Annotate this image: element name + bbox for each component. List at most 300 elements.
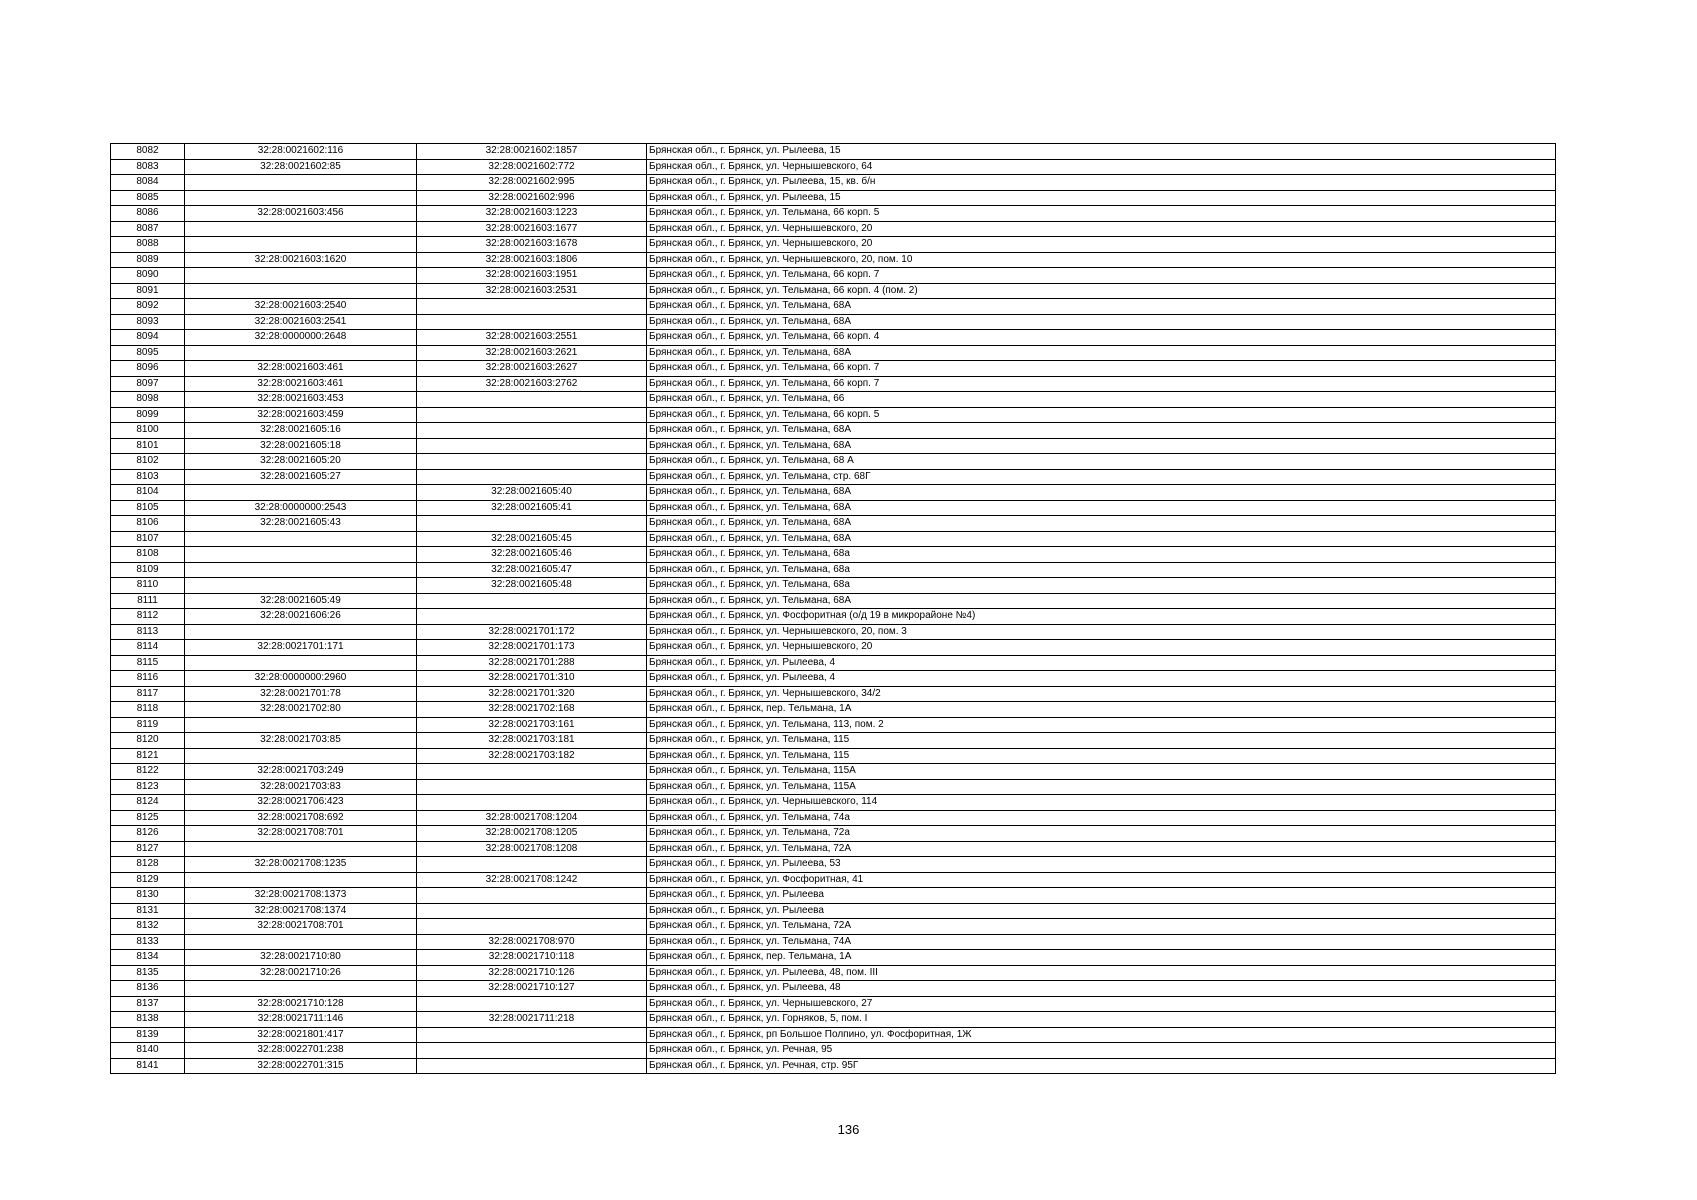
table-row — [111, 1012, 1556, 1028]
parcel-number-cell: 32:28:0021702:80 — [185, 702, 417, 718]
row-number-cell: 8131 — [111, 903, 185, 919]
row-number-cell: 8140 — [111, 1043, 185, 1059]
parcel-number-cell: 32:28:0021710:80 — [185, 950, 417, 966]
address-cell: Брянская обл., г. Брянск, ул. Горняков, 5, пом. I — [647, 1012, 1556, 1028]
table-row — [111, 1027, 1556, 1043]
row-number-cell: 8135 — [111, 965, 185, 981]
building-number-cell — [417, 779, 647, 795]
building-number-cell: 32:28:0021703:181 — [417, 733, 647, 749]
building-number-cell: 32:28:0021603:2762 — [417, 376, 647, 392]
table-row — [111, 221, 1556, 237]
building-number-cell: 32:28:0021710:127 — [417, 981, 647, 997]
building-number-cell — [417, 407, 647, 423]
address-cell: Брянская обл., г. Брянск, ул. Тельмана, 74а — [647, 810, 1556, 826]
parcel-number-cell — [185, 934, 417, 950]
address-cell: Брянская обл., г. Брянск, ул. Рылеева, 15, кв. б/н — [647, 175, 1556, 191]
parcel-number-cell — [185, 175, 417, 191]
parcel-number-cell: 32:28:0021602:85 — [185, 159, 417, 175]
row-number-cell: 8119 — [111, 717, 185, 733]
table-row — [111, 686, 1556, 702]
registry-table — [110, 143, 1556, 1074]
row-number-cell: 8115 — [111, 655, 185, 671]
row-number-cell: 8109 — [111, 562, 185, 578]
table-row — [111, 655, 1556, 671]
parcel-number-cell — [185, 345, 417, 361]
building-number-cell: 32:28:0021702:168 — [417, 702, 647, 718]
table-row — [111, 764, 1556, 780]
address-cell: Брянская обл., г. Брянск, ул. Тельмана, 72А — [647, 841, 1556, 857]
table-row — [111, 671, 1556, 687]
building-number-cell — [417, 469, 647, 485]
table-row — [111, 500, 1556, 516]
table-row — [111, 516, 1556, 532]
table-row — [111, 795, 1556, 811]
parcel-number-cell — [185, 283, 417, 299]
building-number-cell: 32:28:0021708:970 — [417, 934, 647, 950]
parcel-number-cell: 32:28:0021708:1374 — [185, 903, 417, 919]
table-row — [111, 934, 1556, 950]
table-row — [111, 376, 1556, 392]
parcel-number-cell: 32:28:0021603:453 — [185, 392, 417, 408]
table-row — [111, 841, 1556, 857]
address-cell: Брянская обл., г. Брянск, ул. Тельмана, 115 — [647, 748, 1556, 764]
table-row — [111, 640, 1556, 656]
parcel-number-cell — [185, 655, 417, 671]
parcel-number-cell — [185, 221, 417, 237]
parcel-number-cell: 32:28:0021605:43 — [185, 516, 417, 532]
parcel-number-cell: 32:28:0021603:2541 — [185, 314, 417, 330]
table-row — [111, 190, 1556, 206]
row-number-cell: 8108 — [111, 547, 185, 563]
parcel-number-cell: 32:28:0021603:2540 — [185, 299, 417, 315]
parcel-number-cell: 32:28:0021708:1373 — [185, 888, 417, 904]
address-cell: Брянская обл., г. Брянск, ул. Чернышевского, 20, пом. 10 — [647, 252, 1556, 268]
parcel-number-cell: 32:28:0021603:461 — [185, 376, 417, 392]
row-number-cell: 8096 — [111, 361, 185, 377]
table-row — [111, 733, 1556, 749]
row-number-cell: 8123 — [111, 779, 185, 795]
building-number-cell: 32:28:0021605:45 — [417, 531, 647, 547]
table-row — [111, 872, 1556, 888]
table-row — [111, 965, 1556, 981]
parcel-number-cell — [185, 624, 417, 640]
building-number-cell — [417, 314, 647, 330]
row-number-cell: 8129 — [111, 872, 185, 888]
parcel-number-cell — [185, 748, 417, 764]
table-row — [111, 268, 1556, 284]
row-number-cell: 8106 — [111, 516, 185, 532]
building-number-cell — [417, 299, 647, 315]
parcel-number-cell: 32:28:0021706:423 — [185, 795, 417, 811]
row-number-cell: 8100 — [111, 423, 185, 439]
building-number-cell: 32:28:0021711:218 — [417, 1012, 647, 1028]
address-cell: Брянская обл., г. Брянск, ул. Рылеева, 53 — [647, 857, 1556, 873]
building-number-cell: 32:28:0021603:2531 — [417, 283, 647, 299]
table-row — [111, 578, 1556, 594]
row-number-cell: 8099 — [111, 407, 185, 423]
parcel-number-cell: 32:28:0021708:1235 — [185, 857, 417, 873]
building-number-cell: 32:28:0021605:40 — [417, 485, 647, 501]
address-cell: Брянская обл., г. Брянск, ул. Тельмана, 68А — [647, 516, 1556, 532]
address-cell: Брянская обл., г. Брянск, ул. Чернышевского, 114 — [647, 795, 1556, 811]
table-row — [111, 609, 1556, 625]
address-cell: Брянская обл., г. Брянск, ул. Тельмана, стр. 68Г — [647, 469, 1556, 485]
address-cell: Брянская обл., г. Брянск, ул. Тельмана, 66 корп. 5 — [647, 407, 1556, 423]
building-number-cell — [417, 795, 647, 811]
row-number-cell: 8107 — [111, 531, 185, 547]
table-row — [111, 593, 1556, 609]
table-row — [111, 857, 1556, 873]
address-cell: Брянская обл., г. Брянск, ул. Тельмана, 115 — [647, 733, 1556, 749]
row-number-cell: 8118 — [111, 702, 185, 718]
table-row — [111, 485, 1556, 501]
table-row — [111, 407, 1556, 423]
row-number-cell: 8141 — [111, 1058, 185, 1074]
address-cell: Брянская обл., г. Брянск, ул. Фосфоритная (о/д 19 в микрорайоне №4) — [647, 609, 1556, 625]
building-number-cell: 32:28:0021603:1223 — [417, 206, 647, 222]
building-number-cell — [417, 392, 647, 408]
row-number-cell: 8121 — [111, 748, 185, 764]
address-cell: Брянская обл., г. Брянск, ул. Тельмана, 68а — [647, 562, 1556, 578]
table-row — [111, 299, 1556, 315]
table-row — [111, 330, 1556, 346]
table-row — [111, 888, 1556, 904]
row-number-cell: 8089 — [111, 252, 185, 268]
row-number-cell: 8133 — [111, 934, 185, 950]
address-cell: Брянская обл., г. Брянск, ул. Тельмана, 66 корп. 5 — [647, 206, 1556, 222]
table-row — [111, 562, 1556, 578]
building-number-cell — [417, 857, 647, 873]
parcel-number-cell: 32:28:0021606:26 — [185, 609, 417, 625]
building-number-cell: 32:28:0021708:1204 — [417, 810, 647, 826]
building-number-cell — [417, 516, 647, 532]
building-number-cell: 32:28:0021603:2551 — [417, 330, 647, 346]
building-number-cell: 32:28:0021605:47 — [417, 562, 647, 578]
row-number-cell: 8136 — [111, 981, 185, 997]
address-cell: Брянская обл., г. Брянск, ул. Тельмана, 68а — [647, 578, 1556, 594]
address-cell: Брянская обл., г. Брянск, ул. Тельмана, 68А — [647, 531, 1556, 547]
row-number-cell: 8126 — [111, 826, 185, 842]
table-row — [111, 826, 1556, 842]
row-number-cell: 8094 — [111, 330, 185, 346]
building-number-cell: 32:28:0021710:126 — [417, 965, 647, 981]
row-number-cell: 8091 — [111, 283, 185, 299]
address-cell: Брянская обл., г. Брянск, ул. Тельмана, 68А — [647, 423, 1556, 439]
row-number-cell: 8095 — [111, 345, 185, 361]
address-cell: Брянская обл., г. Брянск, ул. Тельмана, 74А — [647, 934, 1556, 950]
address-cell: Брянская обл., г. Брянск, ул. Тельмана, 66 корп. 7 — [647, 361, 1556, 377]
table-row — [111, 438, 1556, 454]
address-cell: Брянская обл., г. Брянск, ул. Рылеева — [647, 888, 1556, 904]
parcel-number-cell: 32:28:0021605:18 — [185, 438, 417, 454]
building-number-cell: 32:28:0021710:118 — [417, 950, 647, 966]
parcel-number-cell: 32:28:0021801:417 — [185, 1027, 417, 1043]
building-number-cell: 32:28:0021703:182 — [417, 748, 647, 764]
row-number-cell: 8102 — [111, 454, 185, 470]
registry-table-body — [111, 144, 1556, 1074]
table-row — [111, 423, 1556, 439]
building-number-cell: 32:28:0021603:2621 — [417, 345, 647, 361]
table-row — [111, 779, 1556, 795]
address-cell: Брянская обл., г. Брянск, ул. Чернышевского, 20 — [647, 221, 1556, 237]
row-number-cell: 8125 — [111, 810, 185, 826]
parcel-number-cell — [185, 485, 417, 501]
building-number-cell: 32:28:0021701:310 — [417, 671, 647, 687]
table-row — [111, 345, 1556, 361]
row-number-cell: 8137 — [111, 996, 185, 1012]
row-number-cell: 8101 — [111, 438, 185, 454]
address-cell: Брянская обл., г. Брянск, ул. Рылеева, 4 — [647, 655, 1556, 671]
parcel-number-cell: 32:28:0021711:146 — [185, 1012, 417, 1028]
building-number-cell: 32:28:0021708:1242 — [417, 872, 647, 888]
building-number-cell — [417, 454, 647, 470]
address-cell: Брянская обл., г. Брянск, ул. Чернышевского, 20 — [647, 640, 1556, 656]
parcel-number-cell: 32:28:0021603:1620 — [185, 252, 417, 268]
parcel-number-cell — [185, 237, 417, 253]
address-cell: Брянская обл., г. Брянск, ул. Тельмана, 68 А — [647, 454, 1556, 470]
parcel-number-cell: 32:28:0021710:128 — [185, 996, 417, 1012]
address-cell: Брянская обл., г. Брянск, ул. Тельмана, 66 корп. 4 — [647, 330, 1556, 346]
table-row — [111, 361, 1556, 377]
building-number-cell — [417, 919, 647, 935]
parcel-number-cell: 32:28:0021703:249 — [185, 764, 417, 780]
table-row — [111, 903, 1556, 919]
building-number-cell — [417, 888, 647, 904]
building-number-cell: 32:28:0021701:173 — [417, 640, 647, 656]
parcel-number-cell: 32:28:0021703:83 — [185, 779, 417, 795]
table-row — [111, 810, 1556, 826]
parcel-number-cell: 32:28:0021701:78 — [185, 686, 417, 702]
building-number-cell: 32:28:0021701:172 — [417, 624, 647, 640]
table-row — [111, 1043, 1556, 1059]
parcel-number-cell — [185, 547, 417, 563]
address-cell: Брянская обл., г. Брянск, ул. Тельмана, 68а — [647, 547, 1556, 563]
building-number-cell — [417, 1027, 647, 1043]
building-number-cell: 32:28:0021602:996 — [417, 190, 647, 206]
row-number-cell: 8111 — [111, 593, 185, 609]
table-row — [111, 547, 1556, 563]
row-number-cell: 8120 — [111, 733, 185, 749]
address-cell: Брянская обл., г. Брянск, ул. Тельмана, 68А — [647, 345, 1556, 361]
row-number-cell: 8097 — [111, 376, 185, 392]
table-row — [111, 996, 1556, 1012]
table-row — [111, 702, 1556, 718]
table-row — [111, 469, 1556, 485]
parcel-number-cell: 32:28:0021701:171 — [185, 640, 417, 656]
row-number-cell: 8117 — [111, 686, 185, 702]
row-number-cell: 8086 — [111, 206, 185, 222]
table-row — [111, 144, 1556, 160]
building-number-cell: 32:28:0021708:1208 — [417, 841, 647, 857]
building-number-cell: 32:28:0021701:288 — [417, 655, 647, 671]
building-number-cell — [417, 903, 647, 919]
table-row — [111, 237, 1556, 253]
address-cell: Брянская обл., г. Брянск, ул. Рылеева, 48 — [647, 981, 1556, 997]
building-number-cell: 32:28:0021605:41 — [417, 500, 647, 516]
address-cell: Брянская обл., г. Брянск, ул. Тельмана, 115А — [647, 779, 1556, 795]
table-row — [111, 283, 1556, 299]
table-row — [111, 392, 1556, 408]
address-cell: Брянская обл., г. Брянск, ул. Тельмана, 68А — [647, 593, 1556, 609]
address-cell: Брянская обл., г. Брянск, рп Большое Полпино, ул. Фосфоритная, 1Ж — [647, 1027, 1556, 1043]
parcel-number-cell: 32:28:0021708:701 — [185, 919, 417, 935]
address-cell: Брянская обл., г. Брянск, ул. Тельмана, 66 корп. 7 — [647, 268, 1556, 284]
table-row — [111, 159, 1556, 175]
row-number-cell: 8087 — [111, 221, 185, 237]
row-number-cell: 8112 — [111, 609, 185, 625]
building-number-cell: 32:28:0021602:995 — [417, 175, 647, 191]
address-cell: Брянская обл., г. Брянск, ул. Тельмана, 68А — [647, 485, 1556, 501]
building-number-cell: 32:28:0021602:1857 — [417, 144, 647, 160]
address-cell: Брянская обл., г. Брянск, ул. Чернышевского, 20 — [647, 237, 1556, 253]
address-cell: Брянская обл., г. Брянск, ул. Рылеева — [647, 903, 1556, 919]
parcel-number-cell — [185, 717, 417, 733]
row-number-cell: 8128 — [111, 857, 185, 873]
address-cell: Брянская обл., г. Брянск, ул. Речная, стр. 95Г — [647, 1058, 1556, 1074]
building-number-cell: 32:28:0021603:2627 — [417, 361, 647, 377]
row-number-cell: 8138 — [111, 1012, 185, 1028]
building-number-cell: 32:28:0021602:772 — [417, 159, 647, 175]
address-cell: Брянская обл., г. Брянск, ул. Рылеева, 48, пом. III — [647, 965, 1556, 981]
building-number-cell: 32:28:0021605:46 — [417, 547, 647, 563]
parcel-number-cell — [185, 190, 417, 206]
address-cell: Брянская обл., г. Брянск, ул. Тельмана, 113, пом. 2 — [647, 717, 1556, 733]
row-number-cell: 8092 — [111, 299, 185, 315]
address-cell: Брянская обл., г. Брянск, ул. Тельмана, 68А — [647, 314, 1556, 330]
parcel-number-cell: 32:28:0000000:2960 — [185, 671, 417, 687]
row-number-cell: 8124 — [111, 795, 185, 811]
building-number-cell: 32:28:0021603:1806 — [417, 252, 647, 268]
parcel-number-cell: 32:28:0021710:26 — [185, 965, 417, 981]
building-number-cell: 32:28:0021703:161 — [417, 717, 647, 733]
row-number-cell: 8122 — [111, 764, 185, 780]
address-cell: Брянская обл., г. Брянск, ул. Рылеева, 15 — [647, 190, 1556, 206]
row-number-cell: 8103 — [111, 469, 185, 485]
row-number-cell: 8114 — [111, 640, 185, 656]
row-number-cell: 8105 — [111, 500, 185, 516]
parcel-number-cell — [185, 268, 417, 284]
building-number-cell — [417, 609, 647, 625]
address-cell: Брянская обл., г. Брянск, пер. Тельмана, 1А — [647, 702, 1556, 718]
parcel-number-cell: 32:28:0000000:2543 — [185, 500, 417, 516]
parcel-number-cell: 32:28:0021602:116 — [185, 144, 417, 160]
parcel-number-cell: 32:28:0022701:315 — [185, 1058, 417, 1074]
row-number-cell: 8082 — [111, 144, 185, 160]
address-cell: Брянская обл., г. Брянск, ул. Чернышевского, 20, пом. 3 — [647, 624, 1556, 640]
parcel-number-cell: 32:28:0021603:459 — [185, 407, 417, 423]
table-row — [111, 981, 1556, 997]
parcel-number-cell: 32:28:0022701:238 — [185, 1043, 417, 1059]
row-number-cell: 8083 — [111, 159, 185, 175]
building-number-cell — [417, 996, 647, 1012]
row-number-cell: 8093 — [111, 314, 185, 330]
building-number-cell — [417, 764, 647, 780]
row-number-cell: 8110 — [111, 578, 185, 594]
address-cell: Брянская обл., г. Брянск, ул. Тельмана, 115А — [647, 764, 1556, 780]
parcel-number-cell: 32:28:0021603:456 — [185, 206, 417, 222]
address-cell: Брянская обл., г. Брянск, ул. Тельмана, 68А — [647, 299, 1556, 315]
parcel-number-cell: 32:28:0021703:85 — [185, 733, 417, 749]
table-row — [111, 950, 1556, 966]
row-number-cell: 8104 — [111, 485, 185, 501]
row-number-cell: 8085 — [111, 190, 185, 206]
table-row — [111, 252, 1556, 268]
address-cell: Брянская обл., г. Брянск, ул. Тельмана, 66 корп. 4 (пом. 2) — [647, 283, 1556, 299]
parcel-number-cell — [185, 531, 417, 547]
address-cell: Брянская обл., г. Брянск, ул. Тельмана, 66 корп. 7 — [647, 376, 1556, 392]
parcel-number-cell — [185, 981, 417, 997]
building-number-cell — [417, 1058, 647, 1074]
parcel-number-cell: 32:28:0021708:692 — [185, 810, 417, 826]
parcel-number-cell — [185, 872, 417, 888]
address-cell: Брянская обл., г. Брянск, ул. Чернышевского, 64 — [647, 159, 1556, 175]
address-cell: Брянская обл., г. Брянск, ул. Тельмана, 68А — [647, 500, 1556, 516]
parcel-number-cell — [185, 578, 417, 594]
table-row — [111, 531, 1556, 547]
building-number-cell: 32:28:0021701:320 — [417, 686, 647, 702]
row-number-cell: 8116 — [111, 671, 185, 687]
address-cell: Брянская обл., г. Брянск, ул. Тельмана, 72а — [647, 826, 1556, 842]
address-cell: Брянская обл., г. Брянск, ул. Речная, 95 — [647, 1043, 1556, 1059]
table-row — [111, 717, 1556, 733]
table-row — [111, 919, 1556, 935]
parcel-number-cell: 32:28:0021603:461 — [185, 361, 417, 377]
row-number-cell: 8127 — [111, 841, 185, 857]
parcel-number-cell: 32:28:0021708:701 — [185, 826, 417, 842]
building-number-cell: 32:28:0021605:48 — [417, 578, 647, 594]
address-cell: Брянская обл., г. Брянск, ул. Рылеева, 15 — [647, 144, 1556, 160]
table-row — [111, 206, 1556, 222]
address-cell: Брянская обл., г. Брянск, ул. Рылеева, 4 — [647, 671, 1556, 687]
address-cell: Брянская обл., г. Брянск, ул. Тельмана, 66 — [647, 392, 1556, 408]
table-row — [111, 175, 1556, 191]
address-cell: Брянская обл., г. Брянск, ул. Чернышевского, 34/2 — [647, 686, 1556, 702]
table-row — [111, 624, 1556, 640]
row-number-cell: 8113 — [111, 624, 185, 640]
address-cell: Брянская обл., г. Брянск, ул. Тельмана, 68А — [647, 438, 1556, 454]
address-cell: Брянская обл., г. Брянск, ул. Чернышевского, 27 — [647, 996, 1556, 1012]
row-number-cell: 8084 — [111, 175, 185, 191]
building-number-cell: 32:28:0021708:1205 — [417, 826, 647, 842]
address-cell: Брянская обл., г. Брянск, ул. Фосфоритная, 41 — [647, 872, 1556, 888]
row-number-cell: 8134 — [111, 950, 185, 966]
parcel-number-cell: 32:28:0000000:2648 — [185, 330, 417, 346]
row-number-cell: 8139 — [111, 1027, 185, 1043]
parcel-number-cell: 32:28:0021605:20 — [185, 454, 417, 470]
parcel-number-cell: 32:28:0021605:27 — [185, 469, 417, 485]
row-number-cell: 8130 — [111, 888, 185, 904]
row-number-cell: 8090 — [111, 268, 185, 284]
address-cell: Брянская обл., г. Брянск, пер. Тельмана, 1А — [647, 950, 1556, 966]
table-row — [111, 1058, 1556, 1074]
page-number: 136 — [837, 1122, 860, 1137]
row-number-cell: 8088 — [111, 237, 185, 253]
building-number-cell — [417, 438, 647, 454]
parcel-number-cell — [185, 562, 417, 578]
table-row — [111, 314, 1556, 330]
building-number-cell — [417, 1043, 647, 1059]
parcel-number-cell: 32:28:0021605:16 — [185, 423, 417, 439]
building-number-cell — [417, 423, 647, 439]
row-number-cell: 8132 — [111, 919, 185, 935]
table-row — [111, 454, 1556, 470]
building-number-cell — [417, 593, 647, 609]
parcel-number-cell — [185, 841, 417, 857]
parcel-number-cell: 32:28:0021605:49 — [185, 593, 417, 609]
table-row — [111, 748, 1556, 764]
building-number-cell: 32:28:0021603:1951 — [417, 268, 647, 284]
building-number-cell: 32:28:0021603:1678 — [417, 237, 647, 253]
